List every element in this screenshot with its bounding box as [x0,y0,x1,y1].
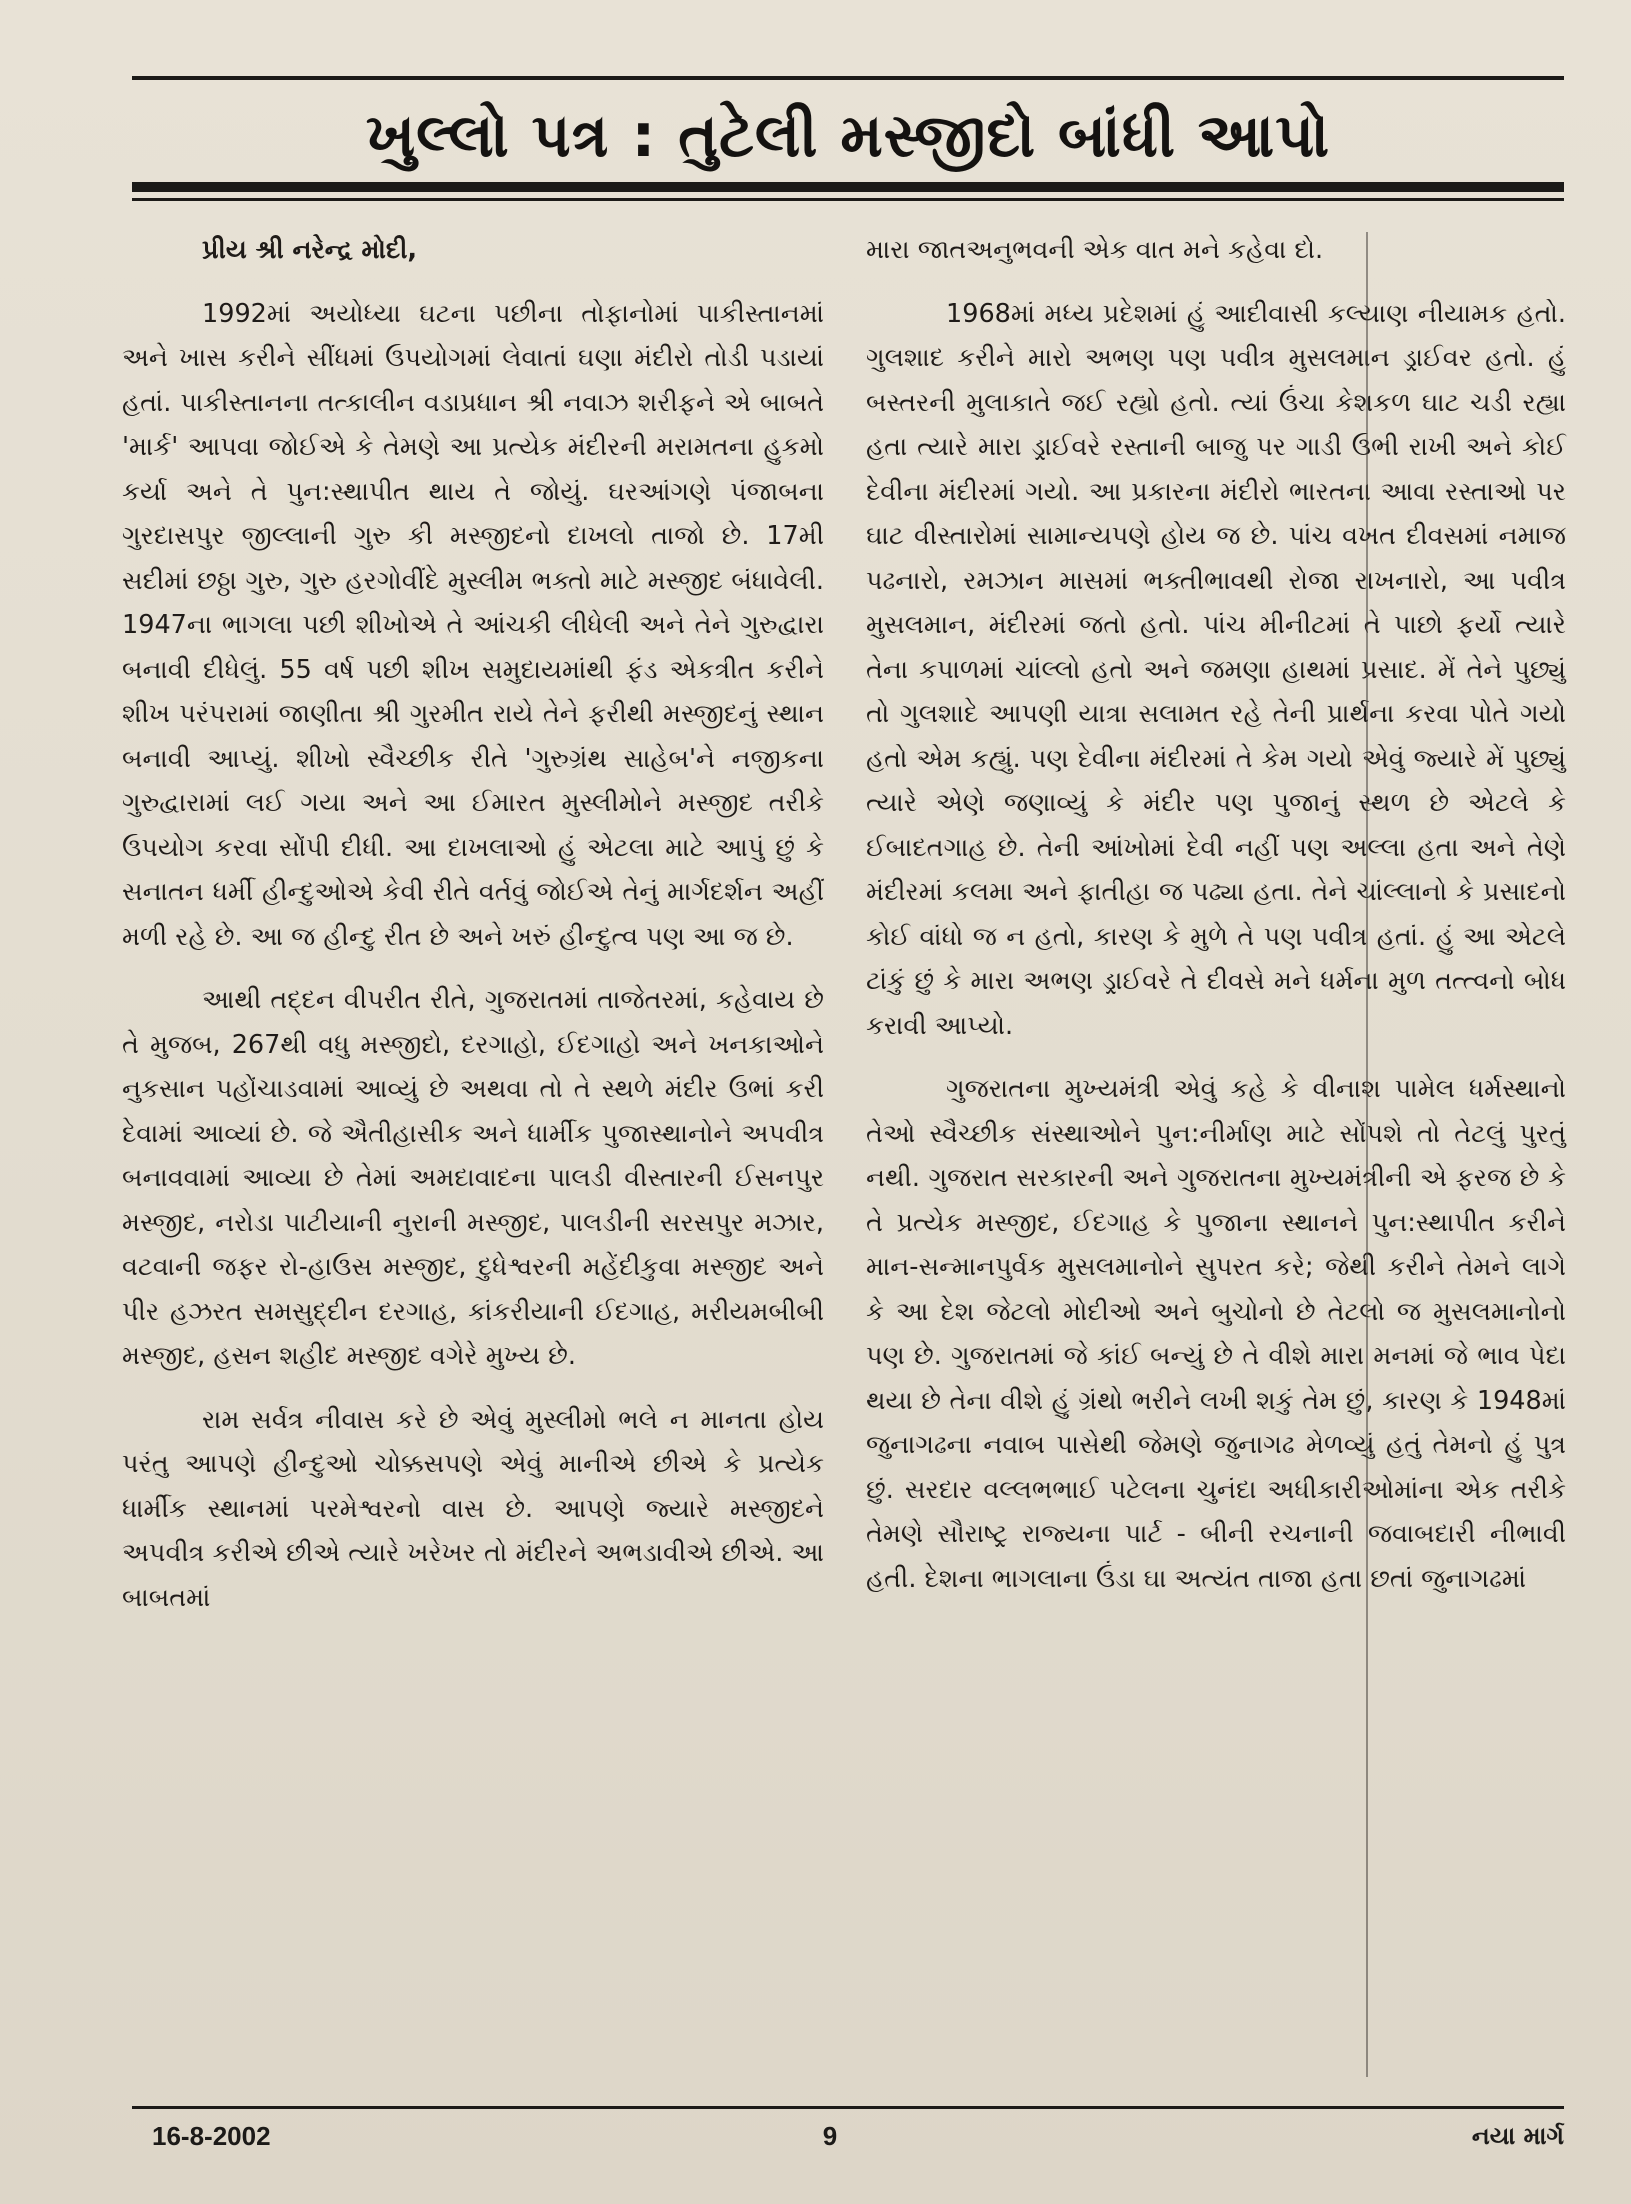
right-column [866,228,1566,1620]
left-paragraph-1: 1992માં અયોધ્યા ઘટના પછીના તોફાનોમાં પાકીસ્તાનમાં અને ખાસ કરીને સીંધમાં ઉપયોગમાં લેવાતાં ઘણા મંદીરો તોડી પડાયાં હતાં. પાકીસ્તાનના તત્કાલીન વડાપ્રધાન શ્રી નવાઝ શરીફને એ બાબતે 'માર્ક' આપવા જોઈએ કે તેમણે આ પ્રત્યેક મંદીરની મરામતના હુકમો કર્યા અને તે પુન:સ્થાપીત થાય તે જોયું. ઘરઆંગણે પંજાબના ગુરદાસપુર જીલ્લાની ગુરુ કી મસ્જીદનો દાખલો તાજો છે. 17મી સદીમાં છઠ્ઠા ગુરુ, ગુરુ હરગોવીંદે મુસ્લીમ ભક્તો માટે મસ્જીદ બંધાવેલી. 1947ના ભાગલા પછી શીખોએ તે આંચકી લીધેલી અને તેને ગુરુદ્વારા બનાવી દીધેલું. 55 વર્ષ પછી શીખ સમુદાયમાંથી ફંડ એકત્રીત કરીને શીખ પરંપરામાં જાણીતા શ્રી ગુરમીત રાયે તેને ફરીથી મસ્જીદનું સ્થાન બનાવી આપ્યું. શીખો સ્વૈચ્છીક રીતે 'ગુરુગ્રંથ સાહેબ'ને નજીકના ગુરુદ્વારામાં લઈ ગયા અને આ ઈમારત મુસ્લીમોને મસ્જીદ તરીકે ઉપયોગ કરવા સોંપી દીધી. આ દાખલાઓ હું એટલા માટે આપું છું કે સનાતન ધર્મી હીન્દુઓએ કેવી રીતે વર્તવું જોઈએ તેનું માર્ગદર્શન અહીં મળી રહે છે. આ જ હીન્દુ રીત છે અને ખરું હીન્દુત્વ પણ આ જ છે. [122,298,824,952]
publication-name: નયા માર્ગ [1471,2122,1564,2150]
salutation: પ્રીય શ્રી નરેન્દ્ર મોદી, [202,235,418,265]
column-fold-line [1366,232,1368,2077]
headline-thin-rule [132,198,1564,201]
left-paragraph-2: આથી તદ્દન વીપરીત રીતે, ગુજરાતમાં તાજેતરમાં, કહેવાય છે તે મુજબ, 267થી વધુ મસ્જીદો, દરગાહો, ઈદગાહો અને ખનકાઓને નુકસાન પહોંચાડવામાં આવ્યું છે અથવા તો તે સ્થળે મંદીર ઉભાં કરી દેવામાં આવ્યાં છે. જે ઐતીહાસીક અને ધાર્મીક પુજાસ્થાનોને અપવીત્ર બનાવવામાં આવ્યા છે તેમાં અમદાવાદના પાલડી વીસ્તારની ઈસનપુર મસ્જીદ, નરોડા પાટીયાની નુરાની મસ્જીદ, પાલડીની સરસપુર મઝાર, વટવાની જફર રો-હાઉસ મસ્જીદ, દુધેશ્વરની મહેંદીકુવા મસ્જીદ અને પીર હઝરત સમસુદ્દીન દરગાહ, કાંકરીયાની ઈદગાહ, મરીયમબીબી મસ્જીદ, હસન શહીદ મસ્જીદ વગેરે મુખ્ય છે. [122,985,824,1371]
left-paragraph-3: રામ સર્વત્ર નીવાસ કરે છે એવું મુસ્લીમો ભલે ન માનતા હોય પરંતુ આપણે હીન્દુઓ ચોક્કસપણે એવું માનીએ છીએ કે પ્રત્યેક ધાર્મીક સ્થાનમાં પરમેશ્વરનો વાસ છે. આપણે જ્યારે મસ્જીદને અપવીત્ર કરીએ છીએ ત્યારે ખરેખર તો મંદીરને અભડાવીએ છીએ. આ બાબતમાં [122,1404,824,1613]
top-rule [132,76,1564,80]
left-column [122,228,824,1639]
issue-date: 16-8-2002 [152,2121,271,2151]
right-paragraph-1: મારા જાતઅનુભવની એક વાત મને કહેવા દો. [866,235,1324,265]
right-paragraph-3: ગુજરાતના મુખ્યમંત્રી એવું કહે કે વીનાશ પામેલ ધર્મસ્થાનો તેઓ સ્વૈચ્છીક સંસ્થાઓને પુન:નીર્માણ માટે સોંપશે તો તેટલું પુરતું નથી. ગુજરાત સરકારની અને ગુજરાતના મુખ્યમંત્રીની એ ફરજ છે કે તે પ્રત્યેક મસ્જીદ, ઈદગાહ કે પુજાના સ્થાનને પુન:સ્થાપીત કરીને માન-સન્માનપુર્વક મુસલમાનોને સુપરત કરે; જેથી કરીને તેમને લાગે કે આ દેશ જેટલો મોદીઓ અને બુચોનો છે તેટલો જ મુસલમાનોનો પણ છે. ગુજરાતમાં જે કાંઈ બન્યું છે તે વીશે મારા મનમાં જે ભાવ પેદા થયા છે તેના વીશે હું ગ્રંથો ભરીને લખી શકું તેમ છું, કારણ કે 1948માં જુનાગઢના નવાબ પાસેથી જેમણે જુનાગઢ મેળવ્યું હતું તેમનો હું પુત્ર છું. સરદાર વલ્લભભાઈ પટેલના ચુનંદા અધીકારીઓમાંના એક તરીકે તેમણે સૌરાષ્ટ્ર રાજ્યના પાર્ટ - બીની રચનાની જવાબદારી નીભાવી હતી. દેશના ભાગલાના ઉંડા ઘા અત્યંત તાજા હતા છતાં જુનાગઢમાં [866,1074,1566,1594]
page-number: 9 [822,2121,838,2151]
right-paragraph-2: 1968માં મધ્ય પ્રદેશમાં હું આદીવાસી કલ્યાણ નીયામક હતો. ગુલશાદ કરીને મારો અભણ પણ પવીત્ર મુસલમાન ડ્રાઈવર હતો. હું બસ્તરની મુલાકાતે જઈ રહ્યો હતો. ત્યાં ઉંચા કેશકળ ઘાટ ચડી રહ્યા હતા ત્યારે મારા ડ્રાઈવરે રસ્તાની બાજુ પર ગાડી ઉભી રાખી અને કોઈ દેવીના મંદીરમાં ગયો. આ પ્રકારના મંદીરો ભારતના આવા રસ્તાઓ પર ઘાટ વીસ્તારોમાં સામાન્યપણે હોય જ છે. પાંચ વખત દીવસમાં નમાજ પઢનારો, રમઝાન માસમાં ભક્તીભાવથી રોજા રાખનારો, આ પવીત્ર મુસલમાન, મંદીરમાં જતો હતો. પાંચ મીનીટમાં તે પાછો ફર્યો ત્યારે તેના કપાળમાં ચાંલ્લો હતો અને જમણા હાથમાં પ્રસાદ. મેં તેને પુછ્યું તો ગુલશાદે આપણી યાત્રા સલામત રહે તેની પ્રાર્થના કરવા પોતે ગયો હતો એમ કહ્યું. પણ દેવીના મંદીરમાં તે કેમ ગયો એવું જ્યારે મેં પુછ્યું ત્યારે એણે જણાવ્યું કે મંદીર પણ પુજાનું સ્થળ છે એટલે કે ઈબાદતગાહ છે. તેની આંખોમાં દેવી નહીં પણ અલ્લા હતા અને તેણે મંદીરમાં કલમા અને ફાતીહા જ પઢ્યા હતા. તેને ચાંલ્લાનો કે પ્રસાદનો કોઈ વાંધો જ ન હતો, કારણ કે મુળે તે પણ પવીત્ર હતાં. હું આ એટલે ટાંકું છું કે મારા અભણ ડ્રાઈવરે તે દીવસે મને ધર્મના મુળ તત્ત્વનો બોધ કરાવી આપ્યો. [866,298,1566,1041]
headline-thick-rule [132,182,1564,192]
page-headline: ખુલ્લો પત્ર : તુટેલી મસ્જીદો બાંધી આપો [365,101,1331,171]
footer-rule [132,2106,1564,2109]
